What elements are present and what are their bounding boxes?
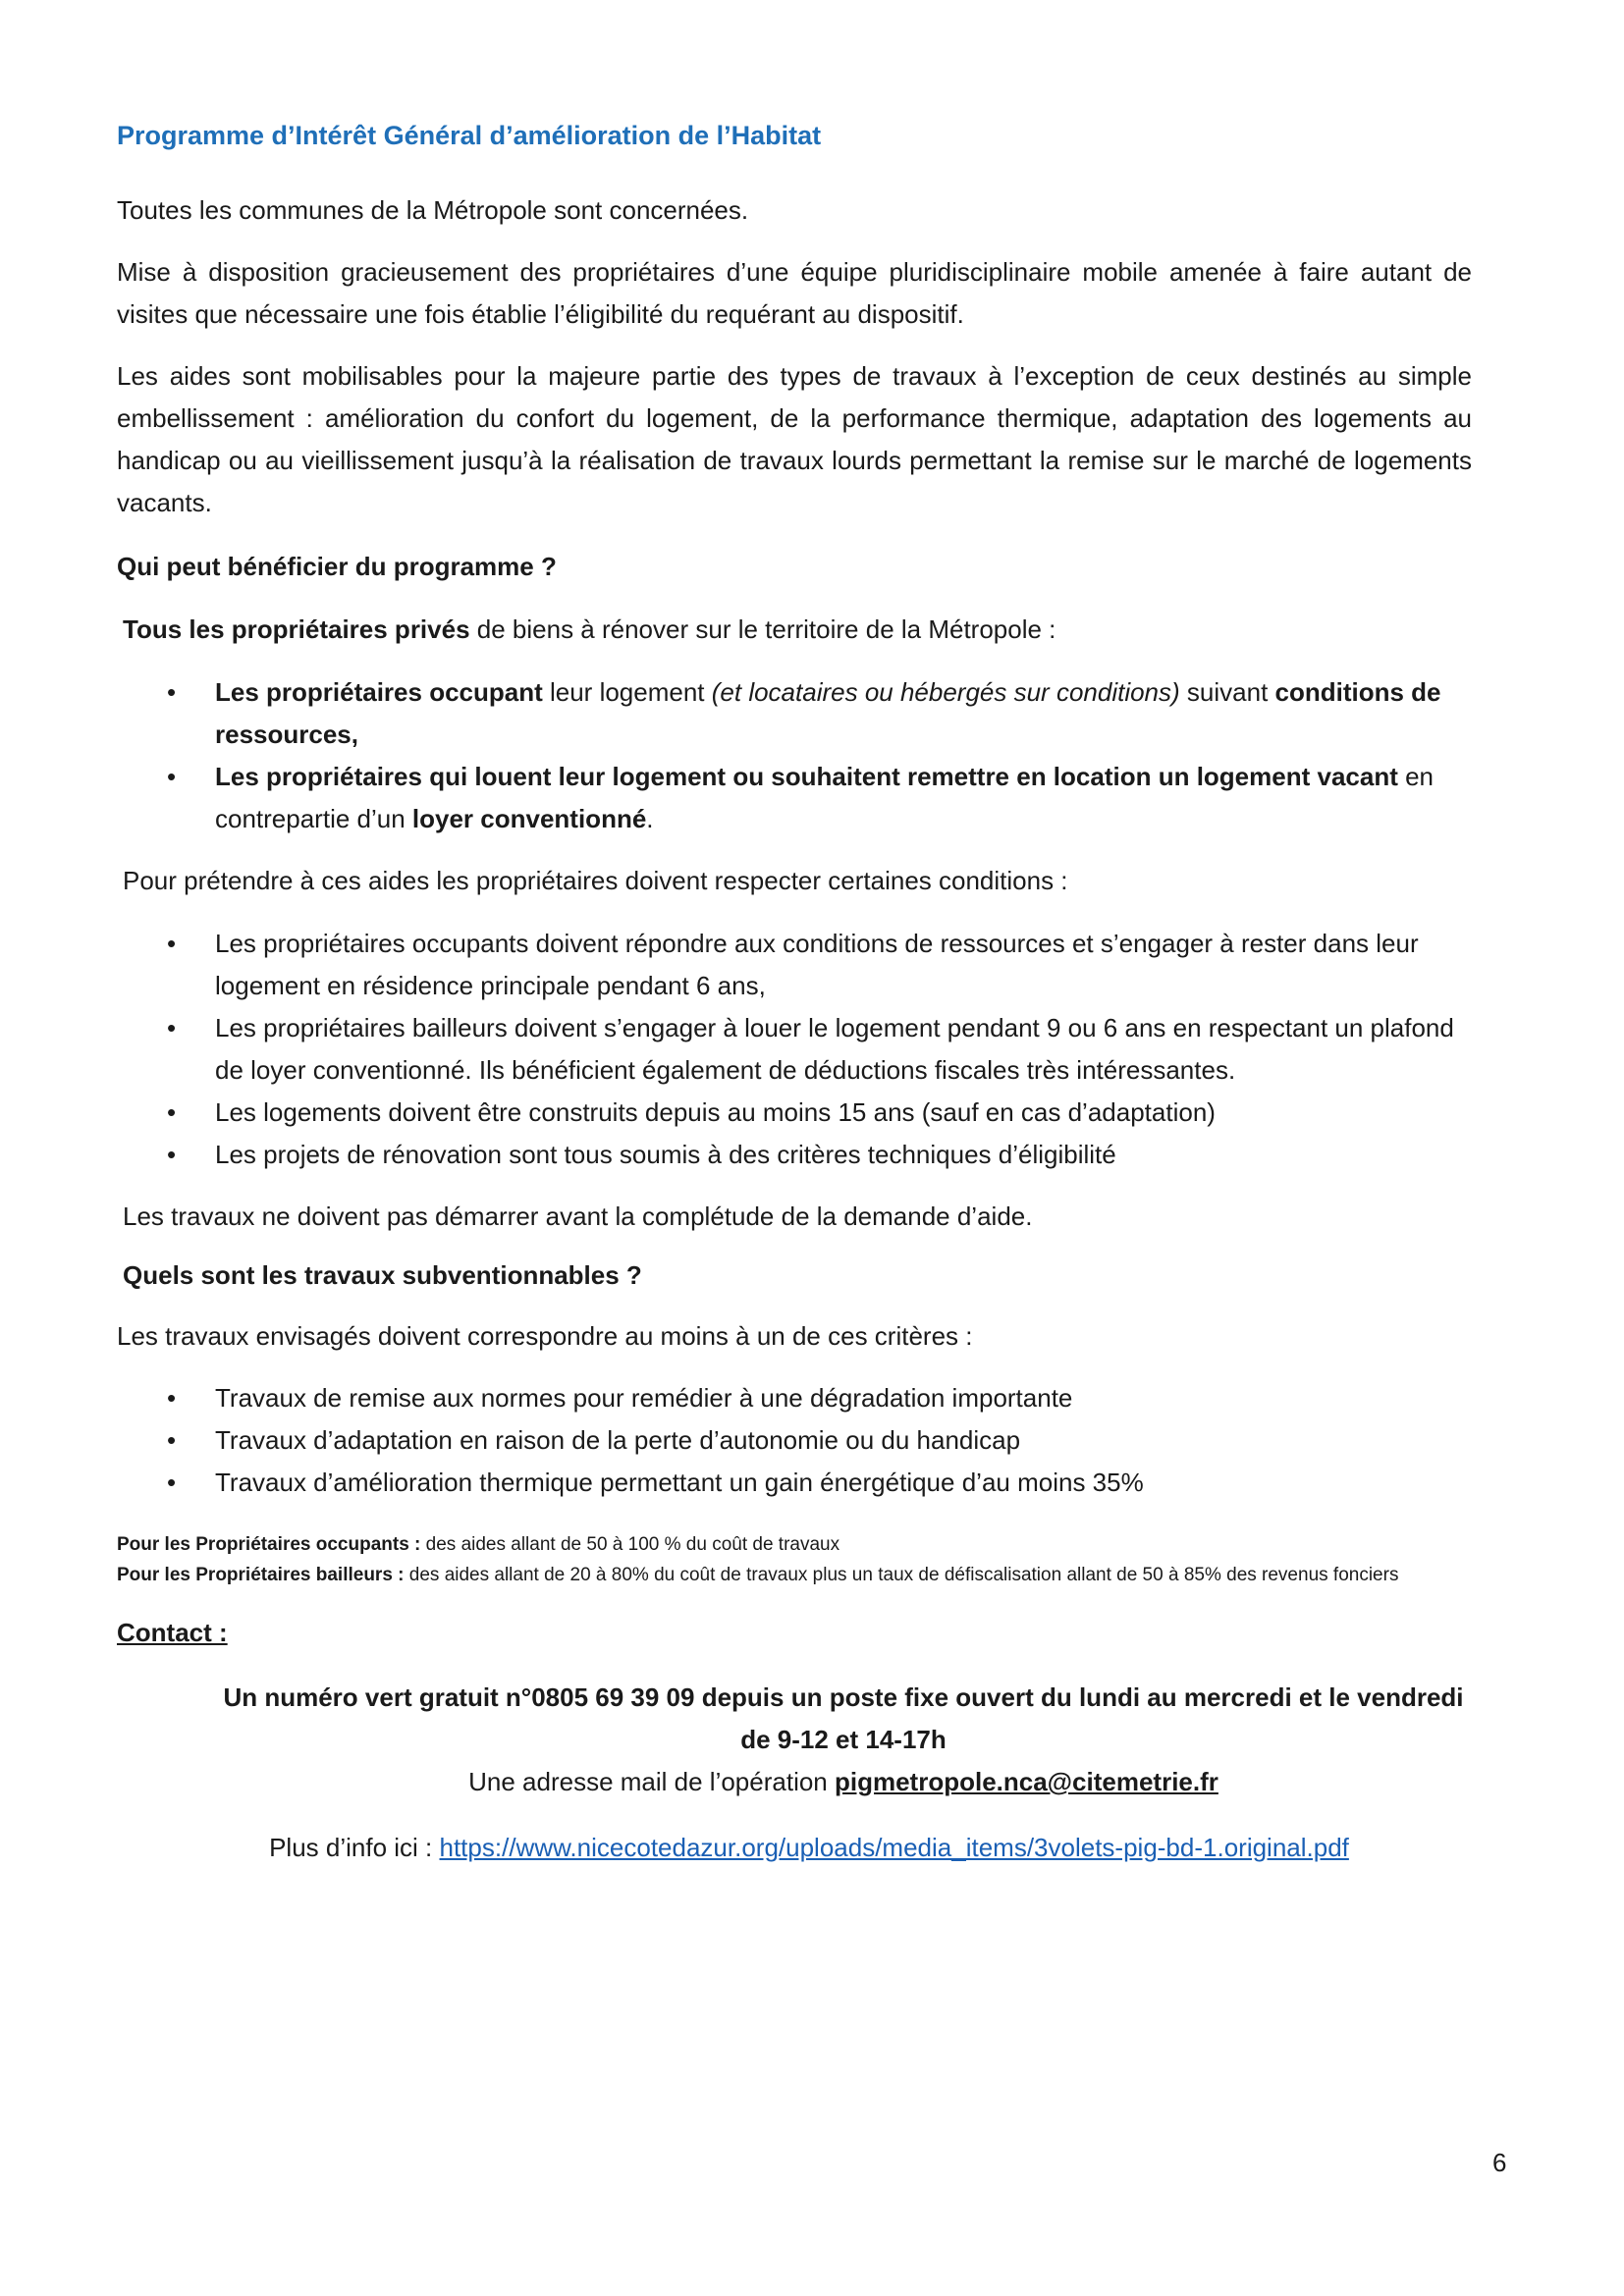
bullet-italic-text: (et locataires ou hébergés sur conditions) [711,677,1180,707]
contact-block [117,1677,1472,1803]
funding-bailleurs [117,1560,1472,1590]
list-item [117,1377,1472,1419]
aides-paragraph: Les aides sont mobilisables pour la majeure partie des types de travaux à l’exception de ceux destinés au simple embellissement : amélioration du confort du logement, de la performance thermique, adaptation des logements au handicap ou au vieillissement jusqu’à la réalisation de travaux lourds permettant la remise sur le marché de logements vacants. [117,361,1472,517]
funding-label: Pour les Propriétaires bailleurs : [117,1565,405,1585]
bullet-text: Travaux de remise aux normes pour remédier à une dégradation importante [215,1383,1073,1413]
beneficiaires-list [117,671,1472,840]
bullet-text: leur logement [542,677,712,707]
info-prefix: Plus d’info ici : [269,1833,440,1862]
email-prefix: Une adresse mail de l’opération [468,1767,835,1796]
email-link[interactable]: pigmetropole.nca@citemetrie.fr [834,1767,1218,1796]
bullet-bold-text: Les propriétaires occupant [215,677,543,707]
funding-occupants [117,1529,1472,1560]
bullet-icon: • [167,677,177,707]
bullet-bold-text: loyer conventionné [411,804,647,833]
bullet-text: Les propriétaires bailleurs doivent s’engager à louer le logement pendant 9 ou 6 ans en respectant un plafond de loyer conventionné. Ils bénéficient également de déductions fiscales très intéressantes. [215,1013,1454,1085]
bullet-bold-text: conditions de ressources, [215,677,1441,749]
intro-paragraph: Toutes les communes de la Métropole sont concernées. [117,195,749,225]
travaux-list [117,1377,1472,1504]
bullet-icon: • [167,762,177,791]
bullet-text: suivant [1179,677,1275,707]
funding-text: des aides allant de 50 à 100 % du coût de travaux [420,1534,840,1555]
funding-notes [117,1529,1472,1590]
bullet-text: Travaux d’amélioration thermique permettant un gain énergétique d’au moins 35% [215,1468,1144,1497]
list-item [117,1007,1472,1092]
info-link[interactable]: https://www.nicecotedazur.org/uploads/media_items/3volets-pig-bd-1.original.pdf [439,1833,1349,1862]
lead-text: de biens à rénover sur le territoire de la Métropole : [469,614,1056,644]
bullet-icon: • [167,1013,177,1042]
list-item [117,671,1472,756]
phone-line: Un numéro vert gratuit n°0805 69 39 09 depuis un poste fixe ouvert du lundi au mercredi et le vendredi [223,1682,1464,1712]
beneficiaires-lead [117,609,1472,651]
list-item [117,1419,1472,1462]
page-title: Programme d’Intérêt Général d’amélioration de l’Habitat [117,121,822,150]
list-item [117,756,1472,840]
bullet-text: Les propriétaires occupants doivent répondre aux conditions de ressources et s’engager à rester dans leur logement en résidence principale pendant 6 ans, [215,929,1419,1000]
email-line [215,1761,1472,1803]
team-paragraph: Mise à disposition gracieusement des propriétaires d’une équipe pluridisciplinaire mobile amenée à faire autant de visites que nécessaire une fois établie l’éligibilité du requérant au dispositif. [117,257,1472,329]
page-content [117,116,1472,1869]
funding-text: des aides allant de 20 à 80% du coût de travaux plus un taux de défiscalisation allant de 50 à 85% des revenus fonciers [404,1565,1399,1585]
conditions-lead: Pour prétendre à ces aides les propriétaires doivent respecter certaines conditions : [123,866,1068,895]
list-item [117,1462,1472,1504]
section-heading-travaux: Quels sont les travaux subventionnables ? [123,1260,642,1290]
travaux-lead: Les travaux envisagés doivent correspondre au moins à un de ces critères : [117,1321,973,1351]
bullet-icon: • [167,1140,177,1169]
list-item [117,1092,1472,1134]
page-number: 6 [1492,2148,1507,2177]
conditions-list [117,923,1472,1176]
bullet-icon: • [167,929,177,958]
section-heading-beneficiaires: Qui peut bénéficier du programme ? [117,552,557,581]
phone-hours: de 9-12 et 14-17h [740,1725,947,1754]
list-item [117,1134,1472,1176]
contact-heading: Contact : [117,1618,228,1647]
bullet-text: en contrepartie d’un [215,762,1435,833]
bullet-text: Les logements doivent être construits depuis au moins 15 ans (sauf en cas d’adaptation) [215,1097,1216,1127]
bullet-icon: • [167,1097,177,1127]
info-line [117,1827,1472,1869]
travaux-note: Les travaux ne doivent pas démarrer avant la complétude de la demande d’aide. [123,1201,1033,1231]
lead-bold-text: Tous les propriétaires privés [123,614,470,644]
bullet-icon: • [167,1425,177,1455]
list-item [117,923,1472,1007]
bullet-text: Travaux d’adaptation en raison de la perte d’autonomie ou du handicap [215,1425,1021,1455]
funding-label: Pour les Propriétaires occupants : [117,1534,421,1555]
bullet-text: . [646,804,654,833]
bullet-text: Les projets de rénovation sont tous soumis à des critères techniques d’éligibilité [215,1140,1116,1169]
bullet-icon: • [167,1383,177,1413]
bullet-bold-text: Les propriétaires qui louent leur logement ou souhaitent remettre en location un logement vacant [215,762,1398,791]
bullet-icon: • [167,1468,177,1497]
